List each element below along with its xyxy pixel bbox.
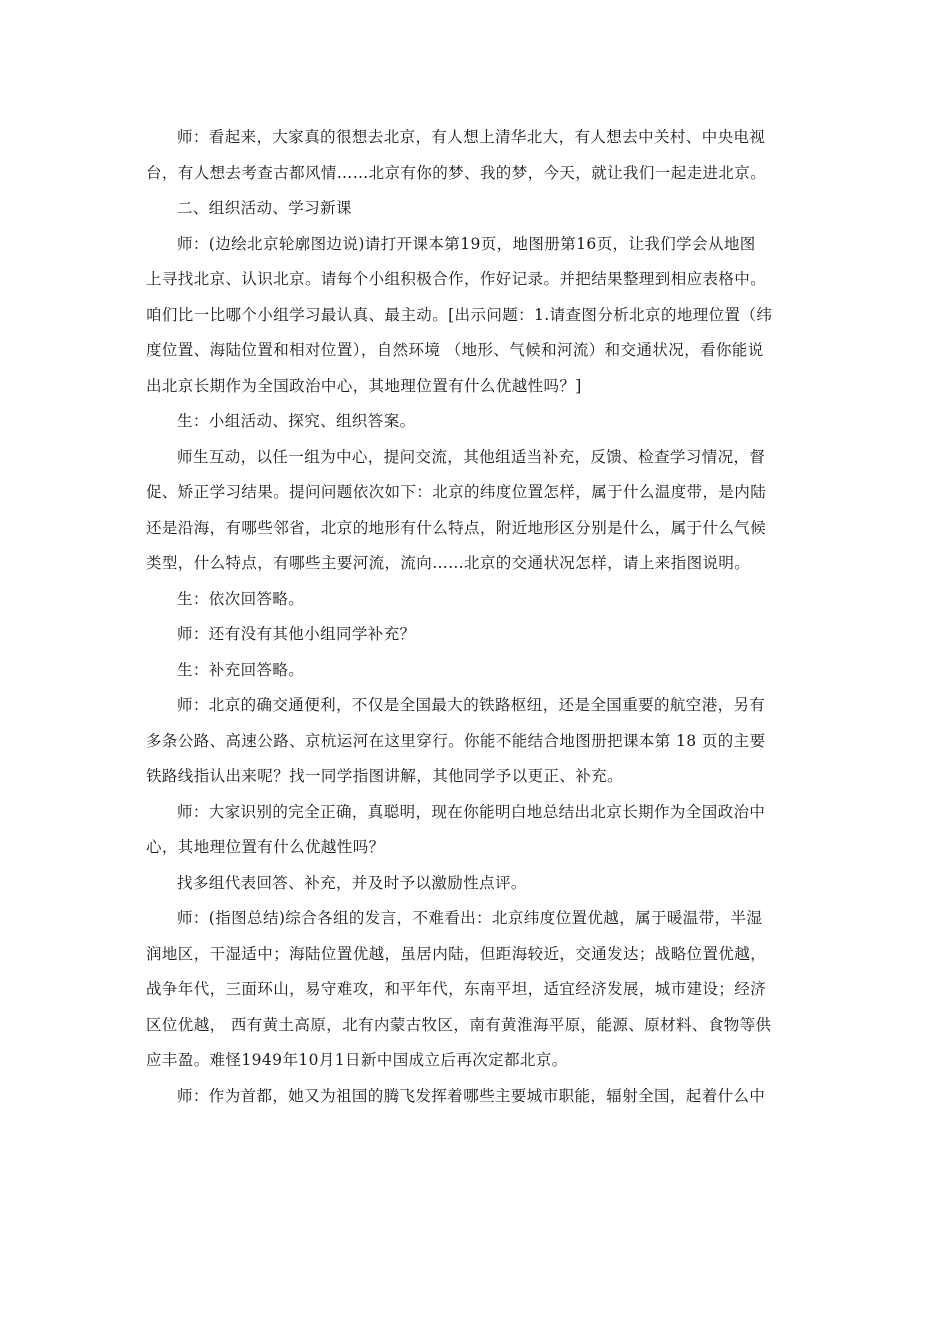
- paragraph-12-line-1: 师：(指图总结)综合各组的发言，不难看出：北京纬度位置优越，属于暖温带，半湿: [177, 909, 763, 927]
- paragraph-3-line-3: 咱们比一比哪个小组学习最认真、最主动。[出示问题：1.请查图分析北京的地理位置（纬: [146, 305, 773, 324]
- document-body: [146, 120, 806, 1114]
- paragraph-9-line-2: 多条公路、高速公路、京杭运河在这里穿行。你能不能结合地图册把课本第 18 页的主要: [146, 731, 766, 750]
- paragraph-3-line-5: 出北京长期作为全国政治中心，其地理位置有什么优越性吗？]: [146, 376, 582, 395]
- paragraph-8-line-1: 生：补充回答略。: [177, 660, 305, 679]
- paragraph-4-line-1: 生：小组活动、探究、组织答案。: [177, 412, 416, 430]
- paragraph-2-line-1: 二、组织活动、学习新课: [177, 199, 352, 217]
- paragraph-3-line-4: 度位置、海陆位置和相对位置），自然环境 （地形、气候和河流）和交通状况，看你能说: [146, 341, 764, 359]
- paragraph-12-line-5: 应丰盈。难怪1949年10月1日新中国成立后再次定都北京。: [146, 1051, 568, 1069]
- paragraph-12-line-3: 战争年代，三面环山，易守难攻，和平年代，东南平坦，适宜经济发展，城市建设；经济: [146, 980, 767, 998]
- paragraph-5-line-1: 师生互动，以任一组为中心，提问交流，其他组适当补充，反馈、检查学习情况，督: [177, 447, 766, 466]
- paragraph-3-line-1: 师：(边绘北京轮廓图边说)请打开课本第19页，地图册第16页，让我们学会从地图: [177, 234, 756, 253]
- paragraph-7-line-1: 师：还有没有其他小组同学补充？: [177, 625, 416, 643]
- paragraph-11-line-1: 找多组代表回答、补充，并及时予以激励性点评。: [177, 873, 527, 892]
- paragraph-5-line-2: 促、矫正学习结果。提问问题依次如下：北京的纬度位置怎样，属于什么温度带，是内陆: [146, 483, 767, 501]
- paragraph-9-line-3: 铁路线指认出来呢？找一同学指图讲解，其他同学予以更正、补充。: [146, 767, 624, 785]
- paragraph-10-line-2: 心，其地理位置有什么优越性吗？: [146, 838, 385, 856]
- paragraph-12-line-2: 润地区，干湿适中；海陆位置优越，虽居内陆，但距海较近，交通发达；战略位置优越，: [146, 944, 767, 963]
- paragraph-9-line-1: 师：北京的确交通便利，不仅是全国最大的铁路枢纽，还是全国重要的航空港，另有: [177, 696, 766, 714]
- paragraph-1-line-2: 台，有人想去考查古都风情……北京有你的梦、我的梦，今天，就让我们一起走进北京。: [146, 163, 767, 182]
- paragraph-6-line-1: 生：依次回答略。: [177, 589, 305, 608]
- paragraph-1-line-1: 师：看起来，大家真的很想去北京，有人想上清华北大，有人想去中关村、中央电视: [177, 128, 766, 146]
- paragraph-10-line-1: 师：大家识别的完全正确，真聪明，现在你能明白地总结出北京长期作为全国政治中: [177, 802, 766, 821]
- paragraph-3-line-2: 上寻找北京、认识北京。请每个小组积极合作，作好记录。并把结果整理到相应表格中。: [146, 270, 767, 288]
- paragraph-5-line-3: 还是沿海，有哪些邻省，北京的地形有什么特点，附近地形区分别是什么，属于什么气候: [146, 518, 767, 537]
- paragraph-13-line-1: 师：作为首都，她又为祖国的腾飞发挥着哪些主要城市职能，辐射全国，起着什么中: [177, 1086, 766, 1105]
- paragraph-5-line-4: 类型，什么特点，有哪些主要河流，流向……北京的交通状况怎样，请上来指图说明。: [146, 554, 751, 572]
- paragraph-12-line-4: 区位优越， 西有黄土高原，北有内蒙古牧区，南有黄淮海平原，能源、原材料、食物等供: [146, 1015, 772, 1034]
